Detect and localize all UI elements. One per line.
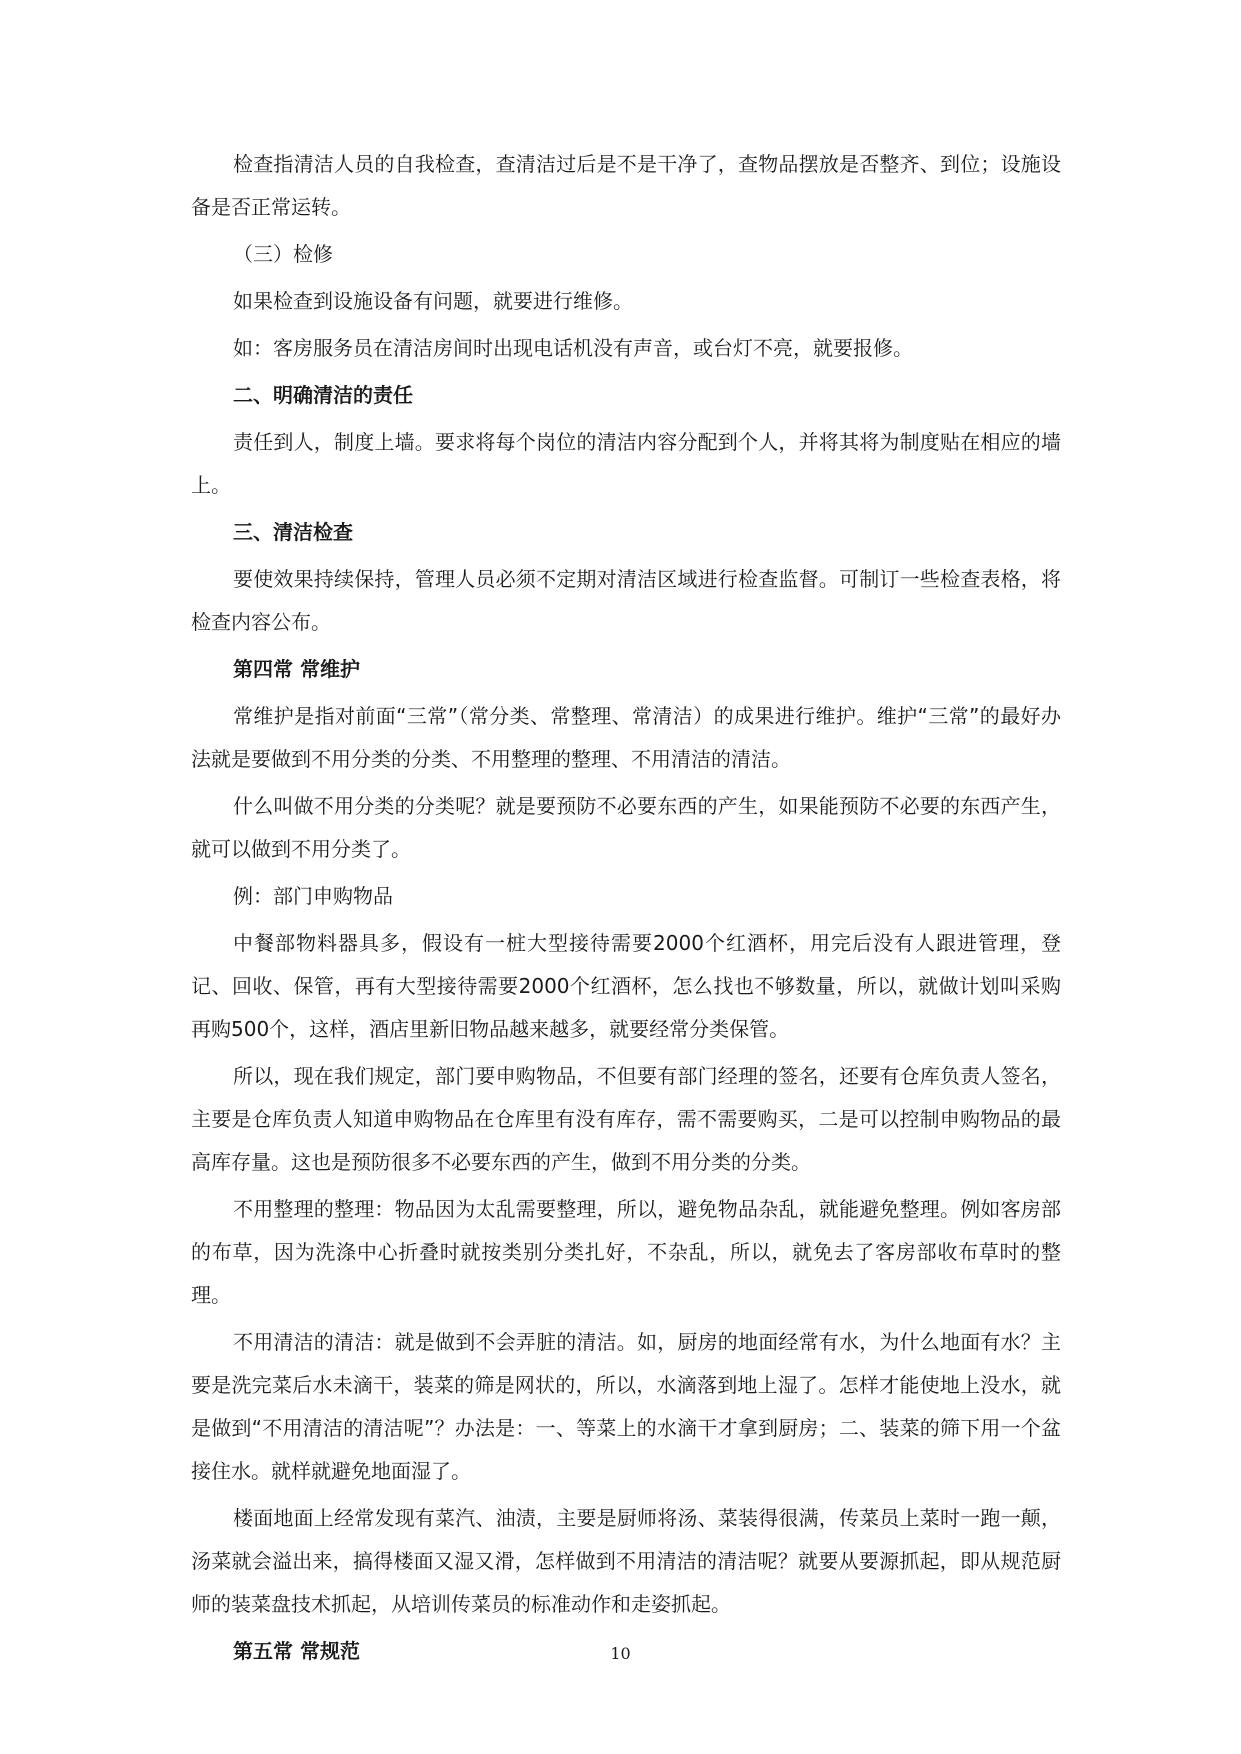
- paragraph-no-tidy-tidy: 不用整理的整理：物品因为太乱需要整理，所以，避免物品杂乱，就能避免整理。例如客房部的布草，因为洗涤中心折叠时就按类别分类扎好，不杂乱，所以，就免去了客房部收布草时的整理。: [191, 1197, 1061, 1307]
- section-heading-inspection: 三、清洁检查: [233, 520, 353, 544]
- paragraph-repair-example: 如：客房服务员在清洁房间时出现电话机没有声音，或台灯不亮，就要报修。: [233, 336, 913, 360]
- chapter-heading-fourth: 第四常 常维护: [233, 657, 360, 681]
- subheading-maintenance-repair: （三）检修: [233, 242, 333, 266]
- page-number: 10: [610, 1644, 631, 1663]
- paragraph-floor-stains: 楼面地面上经常发现有菜汽、油渍，主要是厨师将汤、菜装得很满，传菜员上菜时一跑一颠，汤菜就会溢出来，搞得楼面又湿又滑，怎样做到不用清洁的清洁呢？就要从要源抓起，即从规范厨师的装菜盘技术抓起，从培训传菜员的标准动作和走姿抓起。: [191, 1506, 1061, 1616]
- paragraph-purchase-rule: 所以，现在我们规定，部门要申购物品，不但要有部门经理的签名，还要有仓库负责人签名，主要是仓库负责人知道申购物品在仓库里有没有库存，需不需要购买，二是可以控制申购物品的最高库存量。这也是预防很多不必要东西的产生，做到不用分类的分类。: [191, 1064, 1061, 1174]
- paragraph-inspection: 要使效果持续保持，管理人员必须不定期对清洁区域进行检查监督。可制订一些检查表格，将检查内容公布。: [191, 567, 1061, 634]
- paragraph-wine-glasses: 中餐部物料器具多，假设有一桩大型接待需要2000个红酒杯，用完后没有人跟进管理，登记、回收、保管，再有大型接待需要2000个红酒杯，怎么找也不够数量，所以，就做计划叫采购再购500个，这样，酒店里新旧物品越来越多，就要经常分类保管。: [191, 931, 1061, 1041]
- paragraph-responsibility: 责任到人，制度上墙。要求将每个岗位的清洁内容分配到个人，并将其将为制度贴在相应的墙上。: [191, 430, 1061, 497]
- chapter-heading-fifth: 第五常 常规范: [233, 1639, 360, 1663]
- paragraph-repair-needed: 如果检查到设施设备有问题，就要进行维修。: [233, 289, 633, 313]
- paragraph-no-sort-sort: 什么叫做不用分类的分类呢？就是要预防不必要东西的产生，如果能预防不必要的东西产生，就可以做到不用分类了。: [191, 794, 1061, 861]
- paragraph-self-inspection: 检查指清洁人员的自我检查，查清洁过后是不是干净了，查物品摆放是否整齐、到位；设施设备是否正常运转。: [191, 152, 1061, 219]
- paragraph-example-purchase: 例：部门申购物品: [233, 884, 393, 908]
- paragraph-no-clean-clean: 不用清洁的清洁：就是做到不会弄脏的清洁。如，厨房的地面经常有水，为什么地面有水？主要是洗完菜后水未滴干，装菜的筛是网状的，所以，水滴落到地上湿了。怎样才能使地上没水，就是做到“不用清洁的清洁呢”？办法是：一、等菜上的水滴干才拿到厨房；二、装菜的筛下用一个盆接住水。就样就避免地面湿了。: [191, 1330, 1061, 1483]
- document-body: [191, 143, 1061, 1677]
- paragraph-maintenance-definition: 常维护是指对前面“三常”（常分类、常整理、常清洁）的成果进行维护。维护“三常”的最好办法就是要做到不用分类的分类、不用整理的整理、不用清洁的清洁。: [191, 704, 1061, 771]
- section-heading-responsibility: 二、明确清洁的责任: [233, 383, 413, 407]
